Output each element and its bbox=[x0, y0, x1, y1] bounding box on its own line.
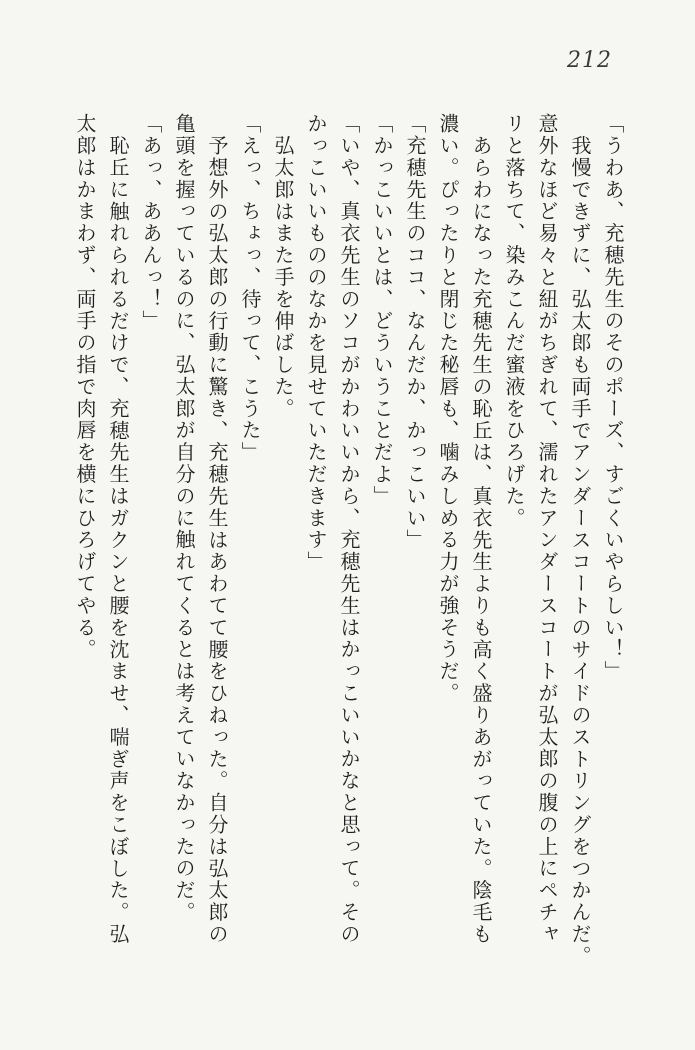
text-line: 「充穂先生のココ、なんだか、かっこいい」 bbox=[403, 113, 427, 551]
text-line: 太郎はかまわず、両手の指で肉唇を横にひろげてやる。 bbox=[73, 113, 97, 661]
text-block bbox=[68, 113, 629, 968]
text-line: リと落ちて、染みこんだ蜜液をひろげた。 bbox=[502, 113, 526, 530]
text-line: 恥丘に触れられるだけで、充穂先生はガクンと腰を沈ませ、喘ぎ声をこぼした。弘 bbox=[106, 135, 130, 946]
text-line: 亀頭を握っているのに、弘太郎が自分のに触れてくるとは考えていなかったのだ。 bbox=[172, 113, 196, 924]
text-line: 「いや、真衣先生のソコがかわいいから、充穂先生はかっこいいかなと思って。その bbox=[337, 113, 361, 946]
page-number: 212 bbox=[567, 48, 612, 73]
text-line: 「えっ、ちょっ、待って、こうた」 bbox=[238, 113, 262, 464]
text-line: 「あっ、ああんっ！」 bbox=[139, 113, 163, 332]
text-line: あらわになった充穂先生の恥丘は、真衣先生よりも高く盛りあがっていた。陰毛も bbox=[469, 135, 493, 946]
text-line: 「うわあ、充穂先生のそのポーズ、すごくいやらしい！」 bbox=[601, 113, 625, 683]
text-line: 意外なほど易々と紐がちぎれて、濡れたアンダースコートが弘太郎の腹の上にペチャ bbox=[535, 113, 559, 946]
text-line: 濃い。ぴったりと閉じた秘唇も、噛みしめる力が強そうだ。 bbox=[436, 113, 460, 705]
text-line: 「かっこいいとは、どういうことだよ」 bbox=[370, 113, 394, 508]
text-line: 予想外の弘太郎の行動に驚き、充穂先生はあわてて腰をひねった。自分は弘太郎の bbox=[205, 135, 229, 946]
text-line: 我慢できずに、弘太郎も両手でアンダースコートのサイドのストリングをつかんだ。 bbox=[568, 135, 592, 968]
text-line: かっこいいもののなかを見せていただきます」 bbox=[304, 113, 328, 573]
text-line: 弘太郎はまた手を伸ばした。 bbox=[271, 135, 295, 420]
